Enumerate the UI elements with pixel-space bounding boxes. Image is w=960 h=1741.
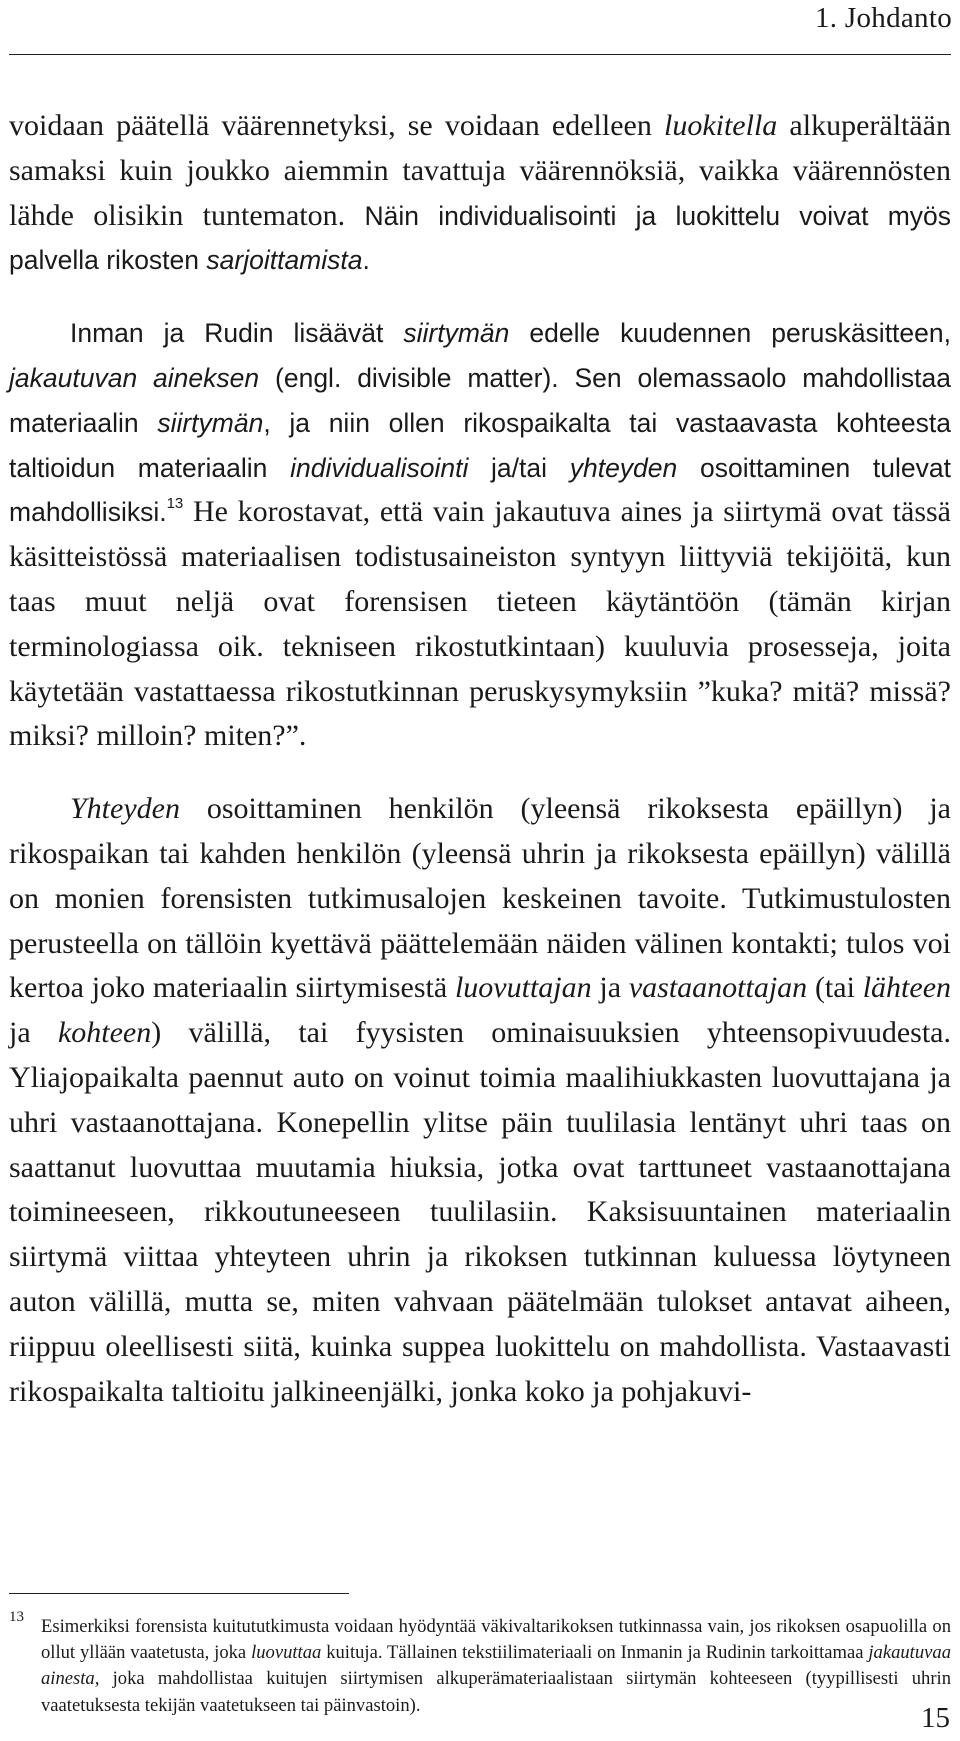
p2-italic-2: jakautuvan aineksen [9,362,260,393]
p2-text-1: Inman ja Rudin lisäävät [70,318,404,349]
p2-text-6: osoittaminen tulevat mahdollisiksi. [9,452,952,528]
p1-italic-2: sarjoittamista [206,245,363,276]
paragraph-1 [9,104,951,283]
p2-text-4: , ja niin ollen rikospaikalta tai vastaavasta kohteesta taltioidun materiaalin [9,407,951,483]
page-number: 15 [921,1702,950,1734]
running-header: 1. Johdanto [814,2,952,34]
footnote-number: 13 [9,1609,24,1625]
p3-italic-4: lähteen [862,971,952,1005]
p3-italic-2: luovuttajan [454,971,592,1005]
fn-text-3: joka mahdollistaa kuitujen siirtymisen alkuperämateriaalistaan siirtymän kohteeseen (tyypillisesti uhrin vaatetuksesta tekijän vaatetukseen tai päinvastoin). [41,1668,951,1716]
p3-text-5: ) välillä, tai fyysisten ominaisuuksien yhteensopivuudesta. Yliajopaikalta paennut auto on voinut toimia maalihiukkasten luovuttajana ja uhri vastaanottajana. Konepellin ylitse päin tuulilasia lentänyt uhri taas on saattanut luovuttaa muutamia hiuksia, jotka ovat tarttuneet vastaanottajana toimineeseen, rikkoutuneeseen tuulilasiin. Kaksisuuntainen materiaalin siirtymä viittaa yhteyteen uhrin ja rikoksen tutkinnan kuluessa löytyneen auton välillä, mutta se, miten vahvaan päätelmään tulokset antavat aiheen, riippuu oleellisesti siitä, kuinka suppea luokittelu on mahdollista. Vastaavasti rikospaikalta taltioitu jalkineenjälki, jonka koko ja pohjakuvi- [9,1016,951,1408]
p2-italic-5: yhteyden [569,452,678,483]
p3-italic-3: vastaanottajan [628,971,808,1005]
p2-text-5: ja/tai [468,452,570,483]
footnote [9,1608,951,1719]
p1-italic-1: luokitella [663,109,778,142]
p2-text-2: edelle kuudennen peruskäsitteen, [509,318,951,349]
p3-text-1: osoittaminen henkilön (yleensä rikoksesta epäillyn) ja rikospaikan tai kahden henkilön (yleensä uhrin ja rikoksesta epäillyn) välillä on monien forensisten tutkimusalojen keskeinen tavoite. Tutkimustulosten perusteella on tällöin kyettävä päättelemään näiden välinen kontakti; tulos voi kertoa joko materiaalin siirtymisestä [9,792,951,1005]
fn-text-1: Esimerkiksi forensista kuitututkimusta voidaan hyödyntää väkivaltarikoksen tutkinnassa vain, jos rikoksen osapuolilla on ollut yllään vaatetusta, joka [41,1616,951,1664]
p2-text-7: He korostavat, että vain jakautuva aines ja siirtymä ovat tässä käsitteistössä materiaalisen todistusaineiston syntyyn liittyviä tekijöitä, kun taas muut neljä ovat forensisen tieteen käytäntöön (tämän kirjan terminologiassa oik. tekniseen rikostutkintaan) kuuluvia prosesseja, joita käytetään vastattaessa rikostutkinnan peruskysymyksiin ”kuka? mitä? missä? miksi? milloin? miten?”. [9,495,951,753]
body-text [9,104,951,1414]
p3-italic-1: Yhteyden [70,792,180,826]
paragraph-3 [9,787,951,1414]
fn-italic-1: luovuttaa [251,1642,322,1664]
p1-text-2: alkuperältään samaksi kuin joukko aiemmin tavattuja väärennöksiä, vaikka väärennösten lähde olisikin tuntematon. [9,109,951,232]
header-rule [9,54,951,55]
p3-italic-5: kohteen [57,1016,152,1050]
footnote-text [41,1608,951,1719]
p3-text-2: ja [591,971,629,1005]
p3-text-4: ja [9,1016,58,1050]
footnote-reference: 13 [166,495,184,513]
p2-text-3: (engl. divisible matter). Sen olemassaolo mahdollistaa materiaalin [9,362,951,438]
p3-text-3: (tai [807,971,863,1005]
p2-italic-1: siirtymän [403,318,510,349]
p1-sans-1: Näin individualisointi ja luokittelu voivat myös palvella rikosten [9,200,952,276]
footnote-rule [9,1593,349,1594]
p2-italic-4: individualisointi [290,452,469,483]
p2-italic-3: siirtymän [157,407,264,438]
fn-text-2: kuituja. Tällainen tekstiilimateriaali on Inmanin ja Rudinin tarkoittamaa [321,1642,869,1664]
p1-text-1: voidaan päätellä väärennetyksi, se voidaan edelleen [9,109,664,142]
paragraph-2 [9,311,951,759]
fn-italic-2: jakautuvaa ainesta, [41,1642,951,1690]
p1-text-3: . [362,245,370,276]
